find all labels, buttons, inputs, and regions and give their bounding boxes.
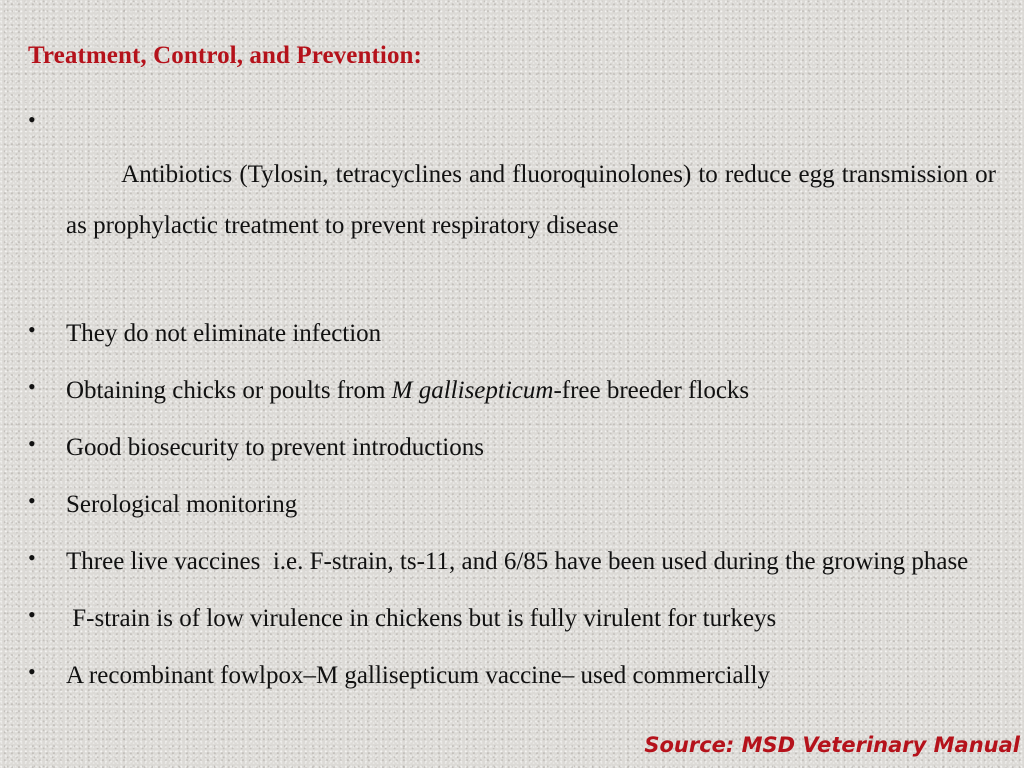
bullet-text: Antibiotics (Tylosin, tetracyclines and fluoroquinolones) to reduce egg transmission or as prophylactic treatment to prevent respiratory disease <box>66 161 1003 239</box>
bullet-item-serology <box>28 479 996 530</box>
bullet-item-recombinant-vaccine <box>28 650 996 701</box>
bullet-marker: • <box>28 317 36 342</box>
bullet-text: They do not eliminate infection <box>66 320 382 347</box>
bullet-text: F-strain is of low virulence in chickens but is fully virulent for turkeys <box>66 605 777 632</box>
bullet-marker: • <box>28 107 36 132</box>
bullet-text: A recombinant fowlpox–M gallisepticum vaccine– used commercially <box>66 662 770 689</box>
bullet-item-no-elimination <box>28 308 996 359</box>
bullet-text-after: -free breeder flocks <box>553 377 750 404</box>
bullet-list <box>28 98 1003 707</box>
bullet-item-biosecurity <box>28 422 996 473</box>
bullet-text: Three live vaccines i.e. F-strain, ts-11, and 6/85 have been used during the growing phase <box>66 548 969 575</box>
bullet-marker: • <box>28 659 36 684</box>
bullet-text-species: M gallisepticum <box>391 377 554 404</box>
bullet-item-live-vaccines <box>28 536 996 587</box>
bullet-marker: • <box>28 488 36 513</box>
bullet-marker: • <box>28 374 36 399</box>
source-citation: Source: MSD Veterinary Manual <box>644 733 1020 757</box>
bullet-item-antibiotics <box>28 98 1003 302</box>
bullet-text: Good biosecurity to prevent introductions <box>66 434 484 461</box>
slide-heading: Treatment, Control, and Prevention: <box>28 42 422 69</box>
bullet-marker: • <box>28 545 36 570</box>
bullet-text-before: Obtaining chicks or poults from <box>66 377 392 404</box>
bullet-marker: • <box>28 602 36 627</box>
bullet-item-free-flocks <box>28 365 996 416</box>
bullet-marker: • <box>28 431 36 456</box>
bullet-item-f-strain <box>28 593 996 644</box>
bullet-text: Serological monitoring <box>66 491 298 518</box>
